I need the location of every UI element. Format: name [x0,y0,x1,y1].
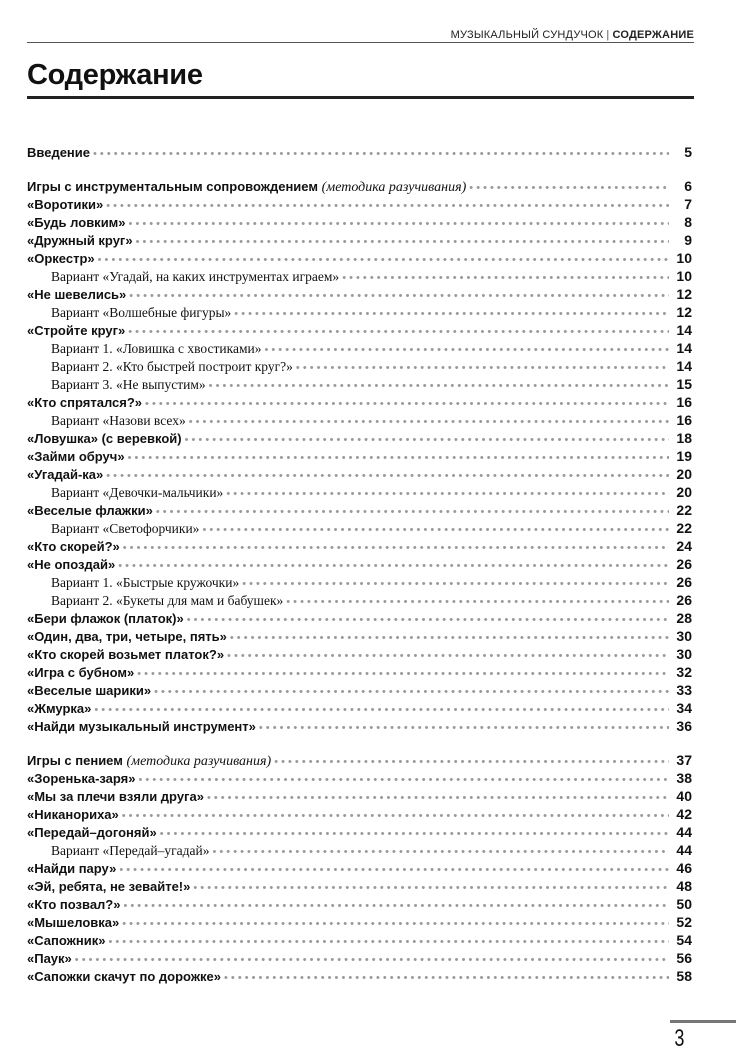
toc-subentry[interactable] [27,573,692,591]
toc-title-text: «Займи обруч» [27,449,125,464]
toc-entry-title [27,448,125,465]
toc-title-text: «Передай–догоняй» [27,825,157,840]
toc-page-number: 16 [676,412,692,428]
dot-leader [207,789,669,805]
toc-entry[interactable] [27,213,692,231]
running-head [451,29,694,41]
toc-entry-title [27,304,231,321]
toc-title-text: Вариант 1. «Ловишка с хвостиками» [51,341,262,356]
toc-entry-title [27,806,119,823]
toc-page-number: 44 [676,842,692,858]
toc-entry-title [27,250,95,267]
dot-leader [108,933,669,949]
dot-leader [296,359,669,375]
toc-entry[interactable] [27,663,692,681]
toc-entry-title [27,574,239,591]
toc-title-text: «Сапожник» [27,933,106,948]
toc-page-number: 14 [676,340,692,356]
toc-entry-title [27,950,72,967]
toc-title-text: «Эй, ребята, не зевайте!» [27,879,191,894]
toc-title-text: «Зоренька-заря» [27,771,136,786]
toc-entry-title [27,646,224,663]
dot-leader [118,557,669,573]
toc-title-text: «Сапожки скачут по дорожке» [27,969,222,984]
toc-entry[interactable] [27,913,692,931]
toc-title-text: Вариант «Девочки-мальчики» [51,485,224,500]
toc-page-number: 38 [676,770,692,786]
toc-entry[interactable] [27,967,692,985]
toc-page-number: 22 [676,502,692,518]
toc-page-number: 22 [676,520,692,536]
toc-title-text: Вариант «Назови всех» [51,413,186,428]
dot-leader [185,431,669,447]
dot-leader [106,197,669,213]
toc-entry[interactable] [27,859,692,877]
table-of-contents [27,143,692,985]
toc-page-number: 58 [676,968,692,984]
dot-leader [136,233,669,249]
toc-page-number: 20 [676,484,692,500]
toc-entry[interactable] [27,699,692,717]
dot-leader [128,323,669,339]
toc-page-number: 15 [676,376,692,392]
toc-title-text: «Не опоздай» [27,557,116,572]
dot-leader [469,179,669,195]
toc-title-text: «Веселые шарики» [27,683,152,698]
toc-entry[interactable] [27,769,692,787]
toc-section-note: (методика разучивания) [321,180,467,195]
toc-entry[interactable] [27,805,692,823]
toc-page-number: 12 [676,304,692,320]
toc-page-number: 33 [676,682,692,698]
toc-entry-title [27,682,151,699]
dot-leader [212,843,669,859]
dot-leader [259,719,669,735]
dot-leader [75,951,669,967]
toc-entry[interactable] [27,895,692,913]
toc-page-number: 30 [676,628,692,644]
toc-entry-title [27,394,142,411]
toc-page-number: 6 [684,178,692,194]
dot-leader [189,413,669,429]
toc-entry-title [27,788,204,805]
toc-subentry[interactable] [27,591,692,609]
toc-entry-title [27,232,133,249]
toc-title-text: «Воротики» [27,197,104,212]
toc-section[interactable] [27,177,692,195]
toc-page-number: 36 [676,718,692,734]
toc-title-text: Игры с пением [27,753,123,768]
toc-entry[interactable] [27,949,692,967]
toc-entry-title [27,752,271,769]
dot-leader [98,251,669,267]
toc-entry-title [27,628,227,645]
dot-leader [122,915,669,931]
toc-entry[interactable] [27,609,692,627]
toc-subentry[interactable] [27,375,692,393]
toc-title-text: «Паук» [27,951,72,966]
toc-entry[interactable] [27,877,692,895]
toc-title-text: «Мы за плечи взяли друга» [27,789,204,804]
toc-entry[interactable] [27,285,692,303]
toc-title-text: «Кто скорей возьмет платок?» [27,647,225,662]
toc-entry-title [27,502,153,519]
toc-subentry[interactable] [27,841,692,859]
toc-title-text: Введение [27,145,90,160]
dot-leader [94,701,669,717]
toc-entry[interactable] [27,321,692,339]
toc-subentry[interactable] [27,357,692,375]
toc-title-text: «Кто спрятался?» [27,395,143,410]
toc-entry-title [27,376,206,393]
toc-title-text: «Дружный круг» [27,233,133,248]
toc-title-text: Вариант «Угадай, на каких инструментах играем» [51,269,340,284]
toc-title-text: «Мышеловка» [27,915,120,930]
toc-entry[interactable] [27,195,692,213]
toc-page-number: 16 [676,394,692,410]
toc-subentry[interactable] [27,339,692,357]
toc-title-text: «Бери флажок (платок)» [27,611,184,626]
toc-entry[interactable] [27,393,692,411]
page-number: 3 [673,1025,684,1052]
toc-title-text: «Стройте круг» [27,323,126,338]
toc-page-number: 8 [684,214,692,230]
dot-leader [209,377,669,393]
toc-page-number: 18 [676,430,692,446]
dot-leader [286,593,669,609]
toc-entry[interactable] [27,429,692,447]
toc-page-number: 52 [676,914,692,930]
toc-section[interactable] [27,143,692,161]
dot-leader [123,539,669,555]
toc-entry-title [27,610,184,627]
toc-title-text: Вариант «Волшебные фигуры» [51,305,232,320]
toc-title-text: «Не шевелись» [27,287,127,302]
toc-title-text: «Никанориха» [27,807,119,822]
toc-entry[interactable] [27,931,692,949]
dot-leader [234,305,669,321]
toc-page-number: 56 [676,950,692,966]
toc-entry-title [27,268,339,285]
toc-subentry[interactable] [27,483,692,501]
toc-page-number: 20 [676,466,692,482]
toc-entry-title [27,178,466,195]
page-title: Содержание [27,59,203,91]
toc-entry[interactable] [27,537,692,555]
toc-entry[interactable] [27,823,692,841]
toc-title-text: «Найди пару» [27,861,117,876]
toc-entry-title [27,842,209,859]
toc-title-text: «Один, два, три, четыре, пять» [27,629,227,644]
toc-entry-title [27,484,223,501]
toc-title-text: «Угадай-ка» [27,467,104,482]
dot-leader [187,611,669,627]
folio-rule [670,1020,736,1023]
toc-section-note: (методика разучивания) [126,754,272,769]
dot-leader [224,969,669,985]
toc-entry-title [27,144,90,161]
toc-entry[interactable] [27,717,692,735]
toc-entry-title [27,914,119,931]
toc-title-text: «Игра с бубном» [27,665,135,680]
dot-leader [137,665,669,681]
header-rule [27,42,694,43]
toc-section[interactable] [27,751,692,769]
toc-title-text: Вариант 2. «Кто быстрей построит круг?» [51,359,293,374]
toc-entry[interactable] [27,447,692,465]
toc-page-number: 48 [676,878,692,894]
toc-entry[interactable] [27,501,692,519]
toc-entry-title [27,214,126,231]
toc-entry[interactable] [27,645,692,663]
toc-entry-title [27,770,136,787]
dot-leader [342,269,669,285]
toc-entry-title [27,556,115,573]
toc-entry-title [27,430,182,447]
dot-leader [139,771,669,787]
toc-page-number: 24 [676,538,692,554]
dot-leader [230,629,669,645]
toc-entry[interactable] [27,231,692,249]
dot-leader [129,215,669,231]
dot-leader [274,753,669,769]
toc-entry[interactable] [27,627,692,645]
toc-entry[interactable] [27,465,692,483]
toc-subentry[interactable] [27,519,692,537]
toc-entry-title [27,520,199,537]
toc-page-number: 44 [676,824,692,840]
toc-title-text: «Найди музыкальный инструмент» [27,719,256,734]
toc-subentry[interactable] [27,267,692,285]
toc-page-number: 46 [676,860,692,876]
dot-leader [193,879,669,895]
toc-page-number: 7 [684,196,692,212]
toc-entry-title [27,860,116,877]
toc-page-number: 30 [676,646,692,662]
toc-entry-title [27,466,103,483]
dot-leader [202,521,669,537]
toc-entry[interactable] [27,249,692,267]
toc-title-text: Вариант 3. «Не выпустим» [51,377,206,392]
toc-title-text: Игры с инструментальным сопровождением [27,179,318,194]
dot-leader [145,395,669,411]
dot-leader [226,485,669,501]
toc-title-text: «Ловушка» (с веревкой) [27,431,182,446]
toc-entry-title [27,592,283,609]
title-rule [27,96,694,99]
toc-entry-title [27,968,221,985]
toc-page-number: 14 [676,322,692,338]
toc-entry-title [27,196,103,213]
toc-entry-title [27,718,256,735]
toc-page-number: 50 [676,896,692,912]
toc-subentry[interactable] [27,303,692,321]
toc-title-text: Вариант 1. «Быстрые кружочки» [51,575,240,590]
toc-page-number: 26 [676,556,692,572]
toc-title-text: Вариант 2. «Букеты для мам и бабушек» [51,593,284,608]
dot-leader [119,861,669,877]
toc-title-text: Вариант «Передай–угадай» [51,843,210,858]
dot-leader [242,575,669,591]
toc-title-text: «Веселые флажки» [27,503,153,518]
toc-entry-title [27,878,190,895]
toc-title-text: «Оркестр» [27,251,95,266]
toc-entry-title [27,824,157,841]
toc-entry-title [27,932,105,949]
dot-leader [123,897,669,913]
dot-leader [264,341,669,357]
toc-entry-title [27,700,91,717]
toc-entry-title [27,664,134,681]
toc-page-number: 5 [684,144,692,160]
toc-entry-title [27,412,186,429]
toc-title-text: «Кто позвал?» [27,897,121,912]
toc-page-number: 37 [676,752,692,768]
dot-leader [122,807,669,823]
dot-leader [227,647,669,663]
dot-leader [154,683,669,699]
toc-page-number: 10 [676,268,692,284]
toc-entry[interactable] [27,681,692,699]
toc-entry-title [27,340,261,357]
toc-page-number: 54 [676,932,692,948]
toc-page-number: 32 [676,664,692,680]
toc-entry-title [27,322,125,339]
dot-leader [106,467,669,483]
toc-page-number: 12 [676,286,692,302]
dot-leader [129,287,669,303]
toc-entry-title [27,286,126,303]
toc-title-text: «Кто скорей?» [27,539,120,554]
toc-page-number: 28 [676,610,692,626]
toc-title-text: «Будь ловким» [27,215,126,230]
dot-leader [156,503,669,519]
running-head-book: МУЗЫКАЛЬНЫЙ СУНДУЧОК [450,29,604,41]
toc-entry-title [27,358,293,375]
toc-page-number: 34 [676,700,692,716]
toc-entry[interactable] [27,555,692,573]
toc-title-text: «Жмурка» [27,701,92,716]
running-head-section: СОДЕРЖАНИЕ [612,29,694,41]
dot-leader [93,145,669,161]
toc-page-number: 10 [676,250,692,266]
toc-title-text: Вариант «Светофорчики» [51,521,200,536]
toc-page-number: 26 [676,592,692,608]
toc-entry-title [27,896,120,913]
dot-leader [128,449,669,465]
toc-page-number: 19 [676,448,692,464]
toc-subentry[interactable] [27,411,692,429]
toc-page-number: 14 [676,358,692,374]
toc-entry-title [27,538,120,555]
toc-page-number: 40 [676,788,692,804]
dot-leader [160,825,669,841]
toc-entry[interactable] [27,787,692,805]
running-head-separator: | [606,29,610,41]
toc-page-number: 9 [684,232,692,248]
toc-page-number: 26 [676,574,692,590]
toc-page-number: 42 [676,806,692,822]
